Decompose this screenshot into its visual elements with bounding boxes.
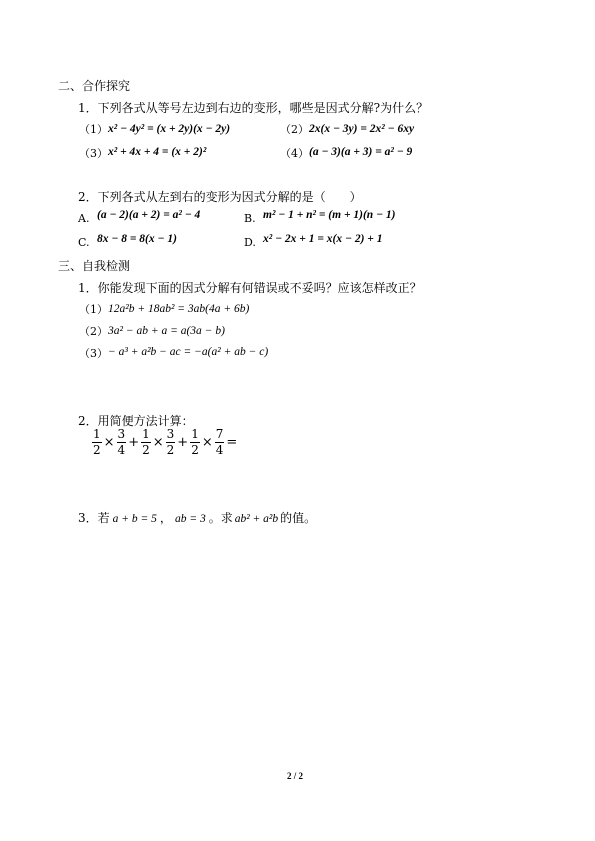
self-test-item-label-1: （1） (79, 303, 108, 316)
page-number: 2 / 2 (287, 771, 304, 781)
q3-condition-2: ab = 3 (174, 513, 206, 525)
item-label-2: （2） (280, 123, 309, 136)
fraction-3-denominator: 2 (142, 443, 150, 457)
q3-mid: 。求 (208, 511, 233, 525)
question-1-prompt: 1．下列各式从等号左边到右边的变形，哪些是因式分解?为什么？ (78, 101, 429, 115)
self-test-expression-1: 12a²b + 18ab² = 3ab(4a + 6b) (108, 303, 250, 315)
fraction-4-numerator: 3 (166, 427, 175, 441)
fraction-4-denominator: 2 (166, 443, 175, 457)
q3-separator: ， (159, 511, 172, 525)
q3-suffix: 的值。 (280, 511, 317, 525)
fraction-3 (141, 427, 151, 458)
fraction-2-numerator: 3 (117, 427, 126, 441)
option-d-expression: x² − 2x + 1 = x(x − 2) + 1 (263, 233, 383, 245)
option-label-c: C. (78, 236, 90, 249)
section-heading-cooperative-inquiry: 二、合作探究 (58, 79, 131, 93)
option-label-d: D. (244, 236, 256, 249)
fraction-5 (190, 427, 200, 458)
self-test-question-1-prompt: 1．你能发现下面的因式分解有何错误或不妥吗？应该怎样改正？ (78, 281, 422, 295)
fraction-1-numerator: 1 (93, 427, 101, 441)
fraction-1 (92, 427, 102, 458)
expression-1: x² − 4y² = (x + 2y)(x − 2y) (108, 123, 231, 135)
operator-times-2: × (152, 435, 164, 450)
fraction-4 (166, 427, 176, 458)
expression-4: (a − 3)(a + 3) = a² − 9 (309, 146, 413, 158)
self-test-question-3 (78, 511, 316, 526)
operator-times-3: × (201, 435, 213, 450)
fraction-expression (92, 427, 239, 458)
question-2-prompt: 2．下列各式从左到右的变形为因式分解的是（ ） (78, 190, 362, 204)
option-c-expression: 8x − 8 = 8(x − 1) (97, 233, 177, 245)
option-a-expression: (a − 2)(a + 2) = a² − 4 (97, 209, 201, 221)
self-test-item-label-3: （3） (79, 347, 108, 360)
option-b-expression: m² − 1 + n² = (m + 1)(n − 1) (263, 209, 396, 221)
item-label-3: （3） (79, 147, 108, 160)
fraction-6-denominator: 4 (215, 443, 224, 457)
q3-target-expression: ab² + a²b (234, 513, 279, 525)
section-heading-self-test: 三、自我检测 (58, 259, 131, 273)
fraction-6 (215, 427, 225, 458)
fraction-2-denominator: 4 (117, 443, 126, 457)
fraction-1-denominator: 2 (93, 443, 101, 457)
fraction-3-numerator: 1 (142, 427, 150, 441)
item-label-4: （4） (280, 147, 309, 160)
operator-plus-2: + (177, 435, 189, 450)
fraction-5-denominator: 2 (191, 443, 199, 457)
fraction-5-numerator: 1 (191, 427, 199, 441)
expression-3: x² + 4x + 4 = (x + 2)² (108, 146, 207, 158)
option-label-b: B. (244, 212, 256, 225)
q3-prefix: 3．若 (78, 511, 110, 525)
option-label-a: A. (78, 212, 90, 225)
fraction-6-numerator: 7 (215, 427, 224, 441)
operator-equals: = (226, 435, 238, 450)
expression-2: 2x(x − 3y) = 2x² − 6xy (309, 123, 415, 135)
operator-times-1: × (103, 435, 115, 450)
self-test-question-2-prompt: 2．用简便方法计算： (78, 414, 194, 428)
self-test-expression-3: − a³ + a²b − ac = −a(a² + ab − c) (108, 346, 269, 358)
fraction-2 (117, 427, 127, 458)
q3-condition-1: a + b = 5 (112, 513, 157, 525)
self-test-item-label-2: （2） (79, 325, 108, 338)
item-label-1: （1） (79, 123, 108, 136)
self-test-expression-2: 3a² − ab + a = a(3a − b) (108, 325, 225, 337)
operator-plus-1: + (128, 435, 140, 450)
